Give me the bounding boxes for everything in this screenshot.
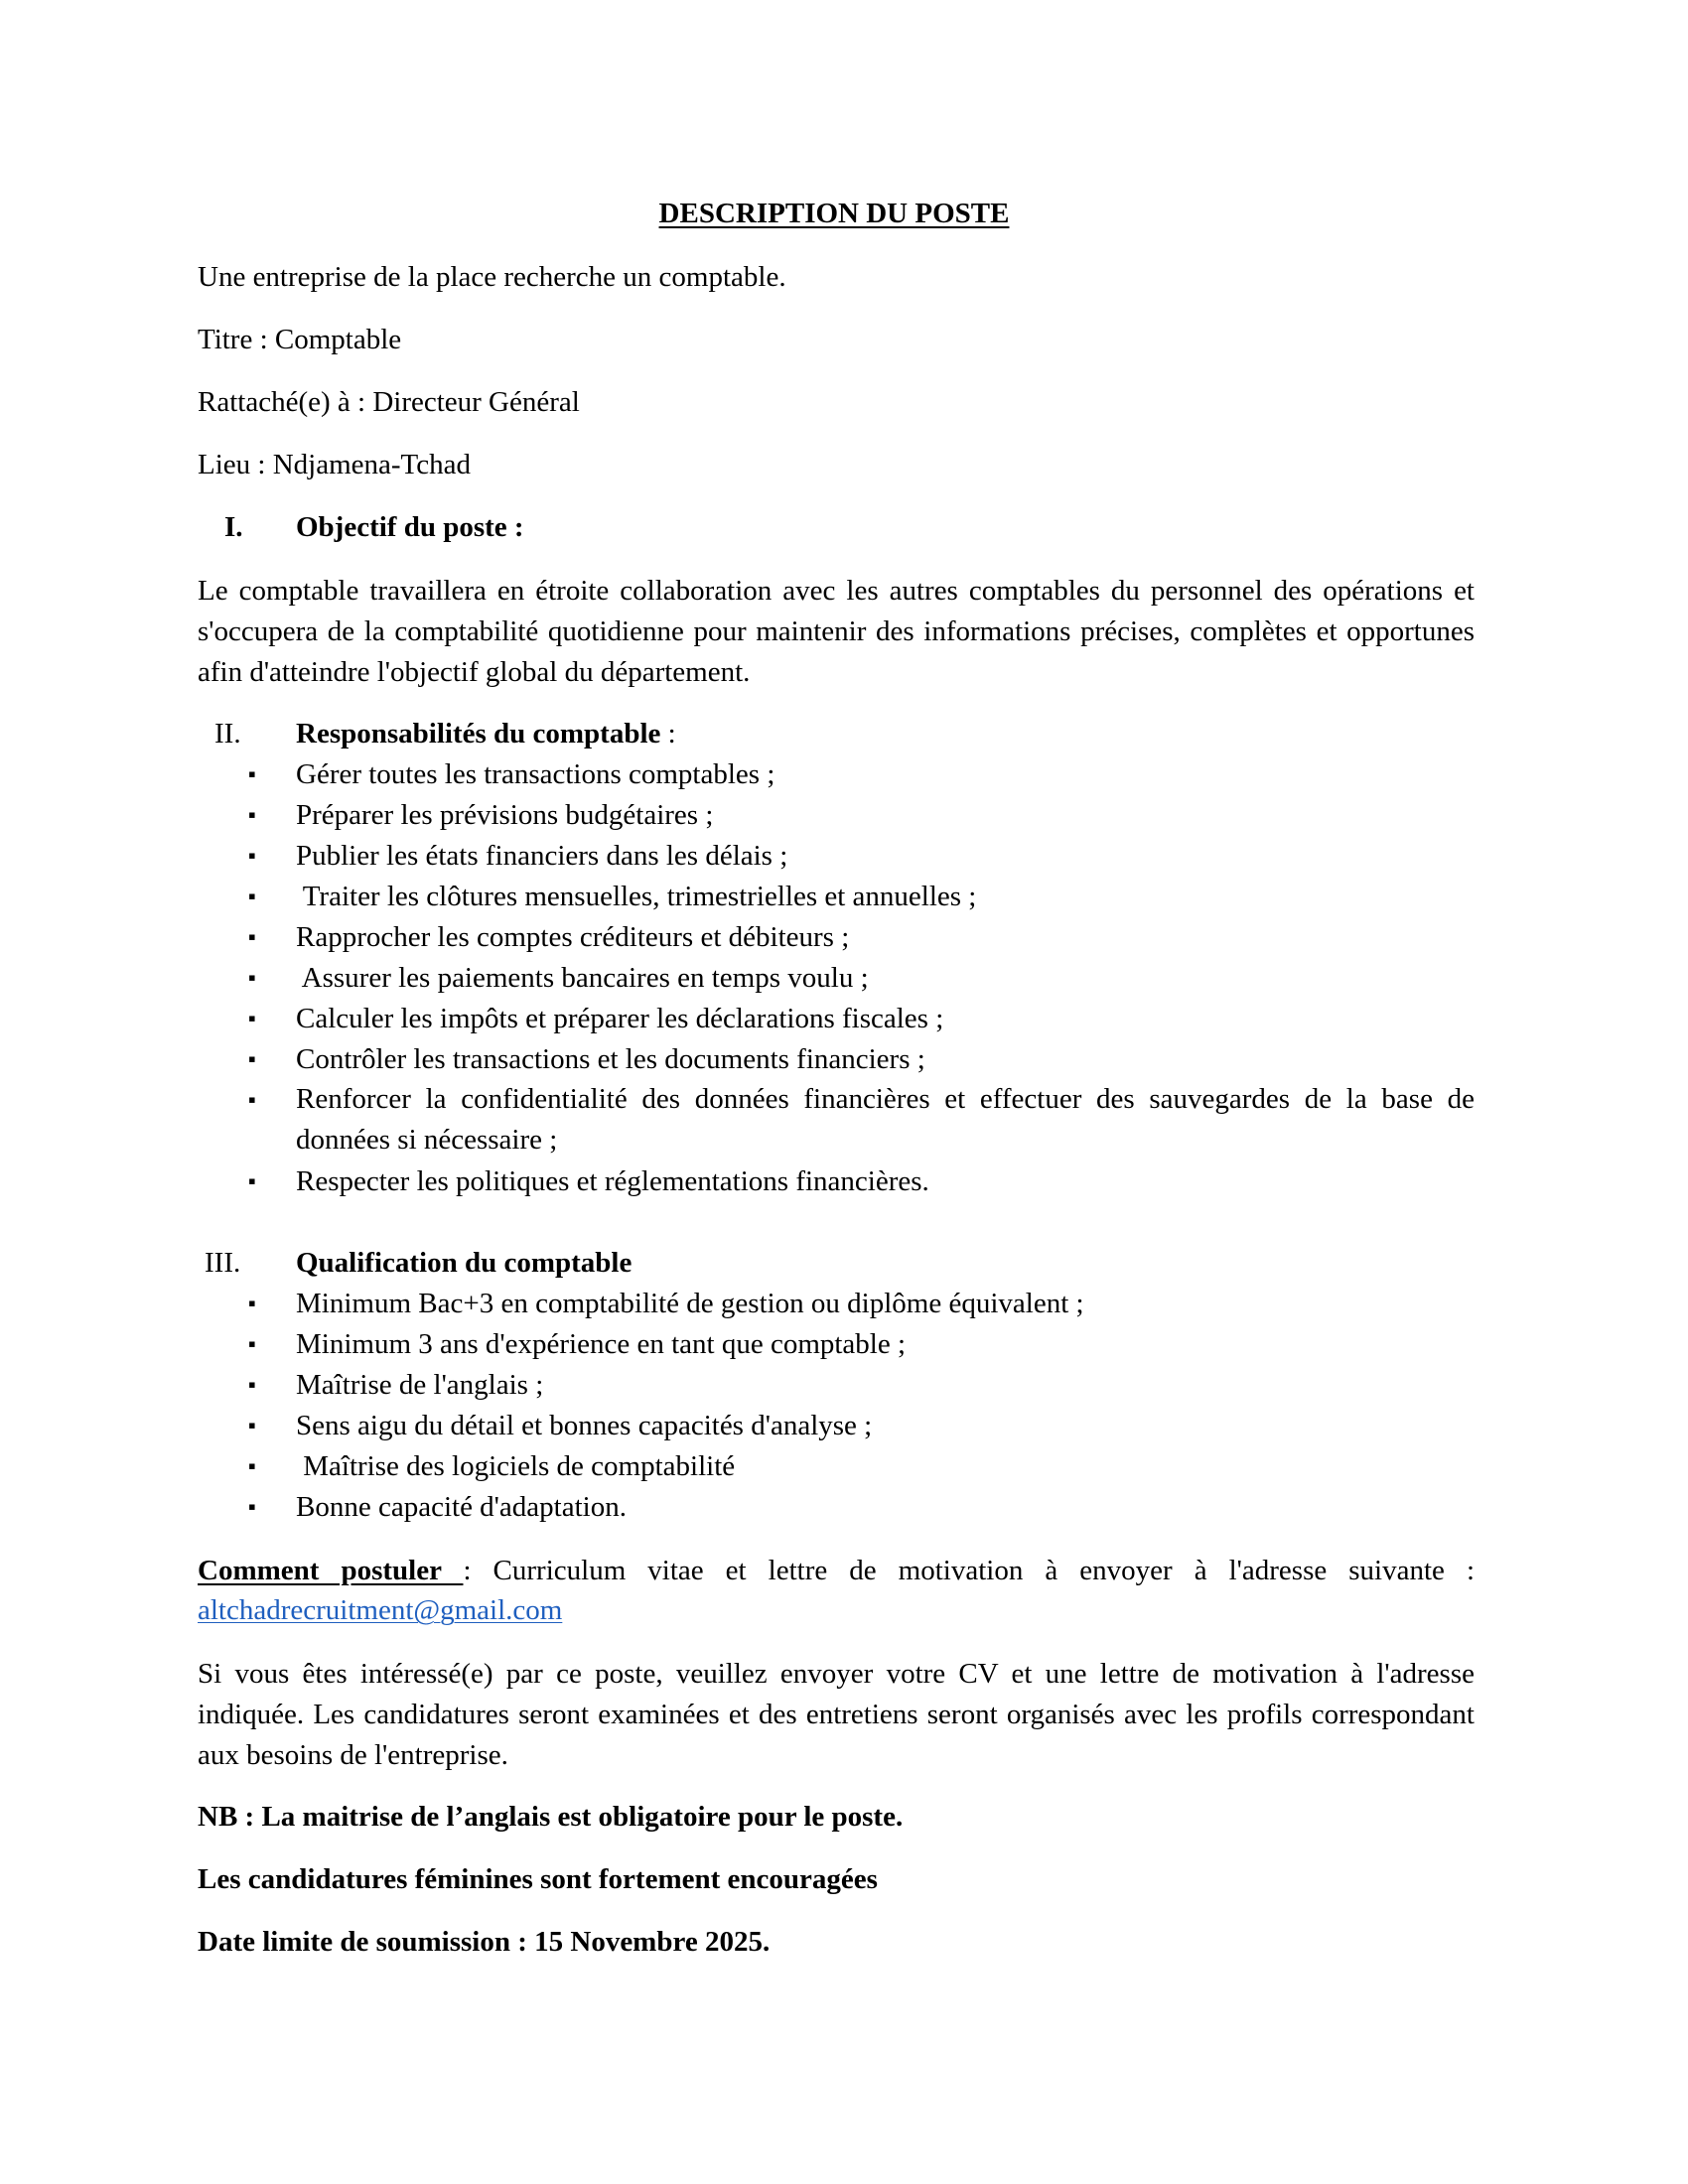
email-link[interactable]: altchadrecruitment@gmail.com: [198, 1594, 563, 1626]
field-value: Comptable: [274, 324, 402, 355]
email-line: [198, 1593, 562, 1627]
apply-text: : Curriculum vitae et lettre de motivation à envoyer à l'adresse suivante :: [463, 1555, 1475, 1586]
bullet-icon: ▪: [248, 1006, 256, 1030]
bullet-icon: ▪: [248, 1087, 256, 1112]
bullet-icon: ▪: [248, 1413, 256, 1437]
section-title-suffix: :: [660, 718, 676, 750]
intro-text: Une entreprise de la place recherche un comptable.: [198, 261, 786, 293]
bullet-icon: ▪: [248, 1372, 256, 1397]
bullet-icon: ▪: [248, 1291, 256, 1315]
note-women-encouraged: Les candidatures féminines sont fortement encouragées: [198, 1863, 878, 1895]
bullet-icon: ▪: [248, 1046, 256, 1071]
bullet-icon: ▪: [248, 843, 256, 868]
section-number: III.: [205, 1247, 241, 1279]
field-value: Directeur Général: [372, 386, 580, 418]
field-label: Titre :: [198, 324, 275, 355]
page-title: DESCRIPTION DU POSTE: [658, 198, 1010, 229]
closing-paragraph: Si vous êtes intéressé(e) par ce poste, veuillez envoyer votre CV et une lettre de motivation à l'adresse indiquée. Les candidatures seront examinées et des entretiens seront organisés avec les profils correspondant aux besoins de l'entreprise.: [198, 1658, 1475, 1771]
bullet-icon: ▪: [248, 802, 256, 827]
apply-label: Comment postuler: [198, 1555, 464, 1586]
section-title: Responsabilités du comptable: [296, 718, 661, 750]
section-1-paragraph: Le comptable travaillera en étroite collaboration avec les autres comptables du personnel des opérations et s'occupera de la comptabilité quotidienne pour maintenir des informations précises, complètes et opportunes afin d'atteindre l'objectif global du département.: [198, 575, 1475, 688]
field-label: Rattaché(e) à :: [198, 386, 373, 418]
bullet-icon: ▪: [248, 1331, 256, 1356]
field-title: [198, 323, 401, 356]
note-english-required: NB : La maitrise de l’anglais est obligatoire pour le poste.: [198, 1801, 904, 1833]
bullet-icon: ▪: [248, 965, 256, 990]
section-title: Qualification du comptable: [296, 1247, 633, 1279]
bullet-icon: ▪: [248, 1453, 256, 1478]
apply-instructions: [198, 1551, 1475, 1591]
bullet-icon: ▪: [248, 1168, 256, 1193]
submission-deadline: Date limite de soumission : 15 Novembre 2025.: [198, 1926, 771, 1958]
bullet-icon: ▪: [248, 1494, 256, 1519]
field-location: [198, 448, 471, 481]
section-number: I.: [224, 511, 243, 543]
field-reports-to: [198, 385, 580, 419]
bullet-icon: ▪: [248, 884, 256, 908]
bullet-icon: ▪: [248, 761, 256, 786]
field-value: Ndjamena-Tchad: [272, 449, 471, 480]
bullet-icon: ▪: [248, 924, 256, 949]
field-label: Lieu :: [198, 449, 273, 480]
section-title: Objectif du poste :: [296, 511, 524, 543]
section-number: II.: [214, 718, 241, 750]
